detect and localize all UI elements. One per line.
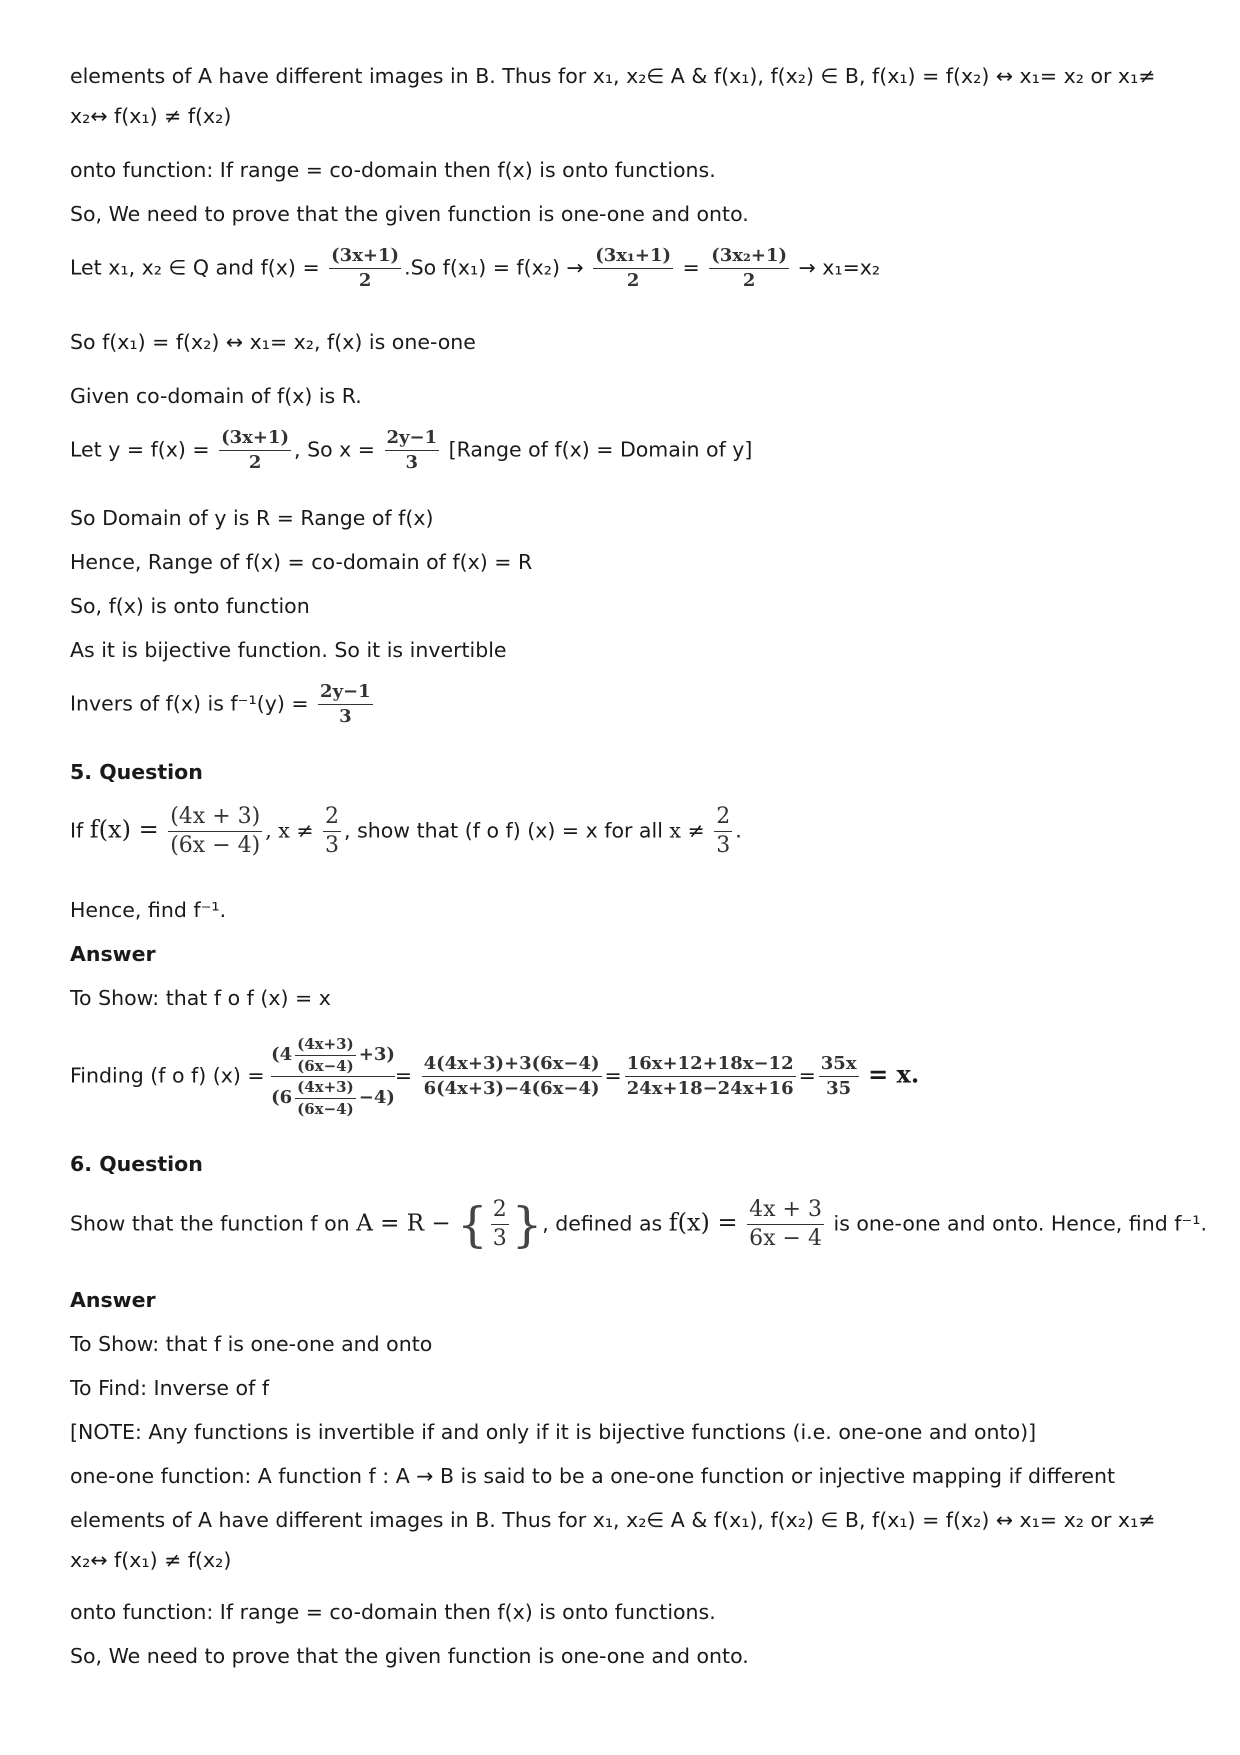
numerator xyxy=(271,1036,395,1077)
fraction xyxy=(219,428,291,473)
text: , defined as xyxy=(542,1211,663,1236)
question-heading: 5. Question xyxy=(70,760,203,784)
text: .So f(x₁) = f(x₂) → xyxy=(404,255,584,280)
result: = x. xyxy=(868,1059,920,1089)
one-one-definition: one-one function: A function f : A → B is said to be a one-one function or injective mapping if different xyxy=(70,1464,1116,1488)
text: If xyxy=(70,818,84,843)
text: , So x = xyxy=(294,437,375,462)
numerator: (3x+1) xyxy=(219,428,291,451)
fraction xyxy=(295,1079,356,1117)
text-line: elements of A have different images in B. Thus for x₁, x₂∈ A & f(x₁), f(x₂) ∈ B, f(x₁) = f(x₂) ↔ x₁= x₂ or x₁≠ xyxy=(70,64,1156,88)
denominator: 3 xyxy=(325,833,340,859)
answer-heading: Answer xyxy=(70,1288,156,1312)
fraction xyxy=(329,246,401,291)
numerator: 4(4x+3)+3(6x−4) xyxy=(422,1054,602,1077)
numerator: (3x₂+1) xyxy=(709,246,789,269)
text: +3) xyxy=(358,1044,395,1065)
numerator: (3x+1) xyxy=(329,246,401,269)
numerator: 2 xyxy=(714,805,732,832)
set-braces xyxy=(457,1198,542,1251)
denominator: 3 xyxy=(716,833,731,859)
text-line: As it is bijective function. So it is invertible xyxy=(70,638,507,662)
text-line: So, We need to prove that the given function is one-one and onto. xyxy=(70,202,749,226)
onto-definition: onto function: If range = co-domain then f(x) is onto functions. xyxy=(70,158,716,182)
fraction xyxy=(318,682,373,727)
denominator: 2 xyxy=(742,269,756,291)
function-label: f(x) = xyxy=(89,815,159,844)
fraction xyxy=(709,246,789,291)
numerator: 4x + 3 xyxy=(747,1198,824,1225)
fraction xyxy=(295,1036,356,1074)
fraction xyxy=(491,1198,509,1251)
fraction xyxy=(385,428,440,473)
text-line: So, f(x) is onto function xyxy=(70,594,310,618)
fraction xyxy=(323,805,341,858)
fraction xyxy=(819,1054,859,1099)
answer-heading: Answer xyxy=(70,942,156,966)
text: Finding (f o f) (x) = xyxy=(70,1063,265,1088)
denominator: 35 xyxy=(826,1078,852,1099)
denominator: 2 xyxy=(626,269,640,291)
text-line: Given co-domain of f(x) is R. xyxy=(70,384,362,408)
text-line: So, We need to prove that the given function is one-one and onto. xyxy=(70,1644,749,1668)
fraction xyxy=(593,246,673,291)
text-line: elements of A have different images in B. Thus for x₁, x₂∈ A & f(x₁), f(x₂) ∈ B, f(x₁) = f(x₂) ↔ x₁= x₂ or x₁≠ xyxy=(70,1508,1156,1532)
text-line: x₂↔ f(x₁) ≠ f(x₂) xyxy=(70,104,232,128)
numerator: (4x+3) xyxy=(295,1036,356,1056)
numerator: (4x + 3) xyxy=(168,805,262,832)
denominator: 24x+18−24x+16 xyxy=(626,1078,794,1099)
function-label: f(x) = xyxy=(668,1208,738,1237)
equals: = xyxy=(394,1063,413,1088)
text: Let y = f(x) = xyxy=(70,437,210,462)
denominator: (6x−4) xyxy=(297,1056,354,1075)
text: x ≠ xyxy=(669,818,705,843)
text: [Range of f(x) = Domain of y] xyxy=(448,437,753,462)
text: → x₁=x₂ xyxy=(798,255,881,280)
text-line: To Show: that f o f (x) = x xyxy=(70,986,331,1010)
fraction xyxy=(168,805,262,858)
numerator: 16x+12+18x−12 xyxy=(625,1054,796,1077)
numerator: 2 xyxy=(323,805,341,832)
left-brace: { xyxy=(457,1196,488,1253)
text-line: To Show: that f is one-one and onto xyxy=(70,1332,433,1356)
question-statement xyxy=(70,1198,1207,1251)
text-line: x₂↔ f(x₁) ≠ f(x₂) xyxy=(70,1548,232,1572)
text: Let x₁, x₂ ∈ Q and f(x) = xyxy=(70,255,320,280)
denominator: 3 xyxy=(405,451,419,473)
one-one-proof-line xyxy=(70,246,880,291)
fraction xyxy=(747,1198,824,1251)
equals: = xyxy=(682,255,700,280)
fraction xyxy=(625,1054,796,1099)
denominator: 3 xyxy=(492,1226,507,1252)
equals: = xyxy=(604,1063,622,1088)
equals: = xyxy=(798,1063,816,1088)
numerator: 2 xyxy=(491,1198,509,1225)
text: , show that (f o f) (x) = x for all xyxy=(344,818,663,843)
denominator: (6x−4) xyxy=(297,1099,354,1118)
denominator: 6x − 4 xyxy=(749,1226,822,1252)
fraction xyxy=(714,805,732,858)
set-expression: A = R − xyxy=(356,1210,451,1237)
numerator: (3x₁+1) xyxy=(593,246,673,269)
denominator: (6x − 4) xyxy=(170,833,261,859)
text: (4 xyxy=(271,1044,293,1065)
text: Invers of f(x) is f⁻¹(y) = xyxy=(70,691,309,716)
numerator: 2y−1 xyxy=(318,682,373,705)
numerator: (4x+3) xyxy=(295,1079,356,1099)
numerator: 2y−1 xyxy=(385,428,440,451)
text: is one-one and onto. Hence, find f⁻¹. xyxy=(833,1211,1207,1236)
text-line: Hence, Range of f(x) = co-domain of f(x) = R xyxy=(70,550,533,574)
note-line: [NOTE: Any functions is invertible if and only if it is bijective functions (i.e. one-one and onto)] xyxy=(70,1420,1037,1444)
right-brace: } xyxy=(511,1196,543,1253)
denominator xyxy=(271,1077,395,1117)
text: . xyxy=(735,818,742,843)
text-line: So f(x₁) = f(x₂) ↔ x₁= x₂, f(x) is one-one xyxy=(70,330,476,354)
inverse-line xyxy=(70,682,376,727)
fraction xyxy=(422,1054,602,1099)
text-line: Hence, find f⁻¹. xyxy=(70,898,227,922)
denominator: 6(4x+3)−4(6x−4) xyxy=(423,1078,600,1099)
text: Show that the function f on xyxy=(70,1211,350,1236)
range-line xyxy=(70,428,752,473)
denominator: 2 xyxy=(358,269,372,291)
text-line: To Find: Inverse of f xyxy=(70,1376,270,1400)
denominator: 2 xyxy=(248,451,262,473)
text: (6 xyxy=(271,1087,293,1108)
text: −4) xyxy=(358,1087,395,1108)
fof-computation xyxy=(70,1036,919,1117)
text-line: So Domain of y is R = Range of f(x) xyxy=(70,506,434,530)
question-statement xyxy=(70,805,742,858)
onto-definition: onto function: If range = co-domain then f(x) is onto functions. xyxy=(70,1600,716,1624)
numerator: 35x xyxy=(819,1054,859,1077)
denominator: 3 xyxy=(339,705,352,727)
compound-fraction xyxy=(271,1036,395,1117)
text: , x ≠ xyxy=(265,818,314,843)
question-heading: 6. Question xyxy=(70,1152,203,1176)
